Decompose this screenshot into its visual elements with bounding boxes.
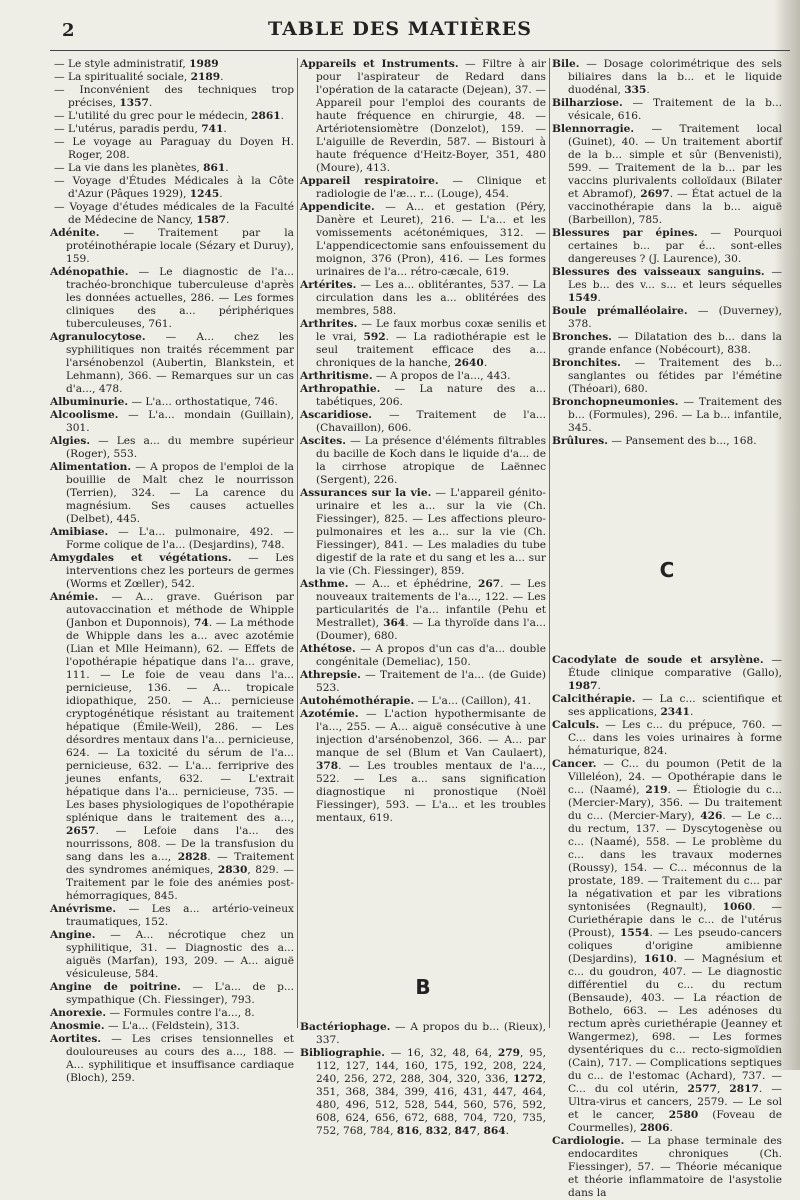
index-entry: Adénopathie. — Le diagnostic de l'a... trachéo-bronchique tuberculeuse d'après les données actuelles, 286. — Les formes cliniques des a... périphériques tuberculeuses, 761. bbox=[50, 266, 294, 330]
index-entry: Blessures des vaisseaux sanguins. — Les b... des v... s... et leurs séquelles 1549. bbox=[552, 266, 782, 304]
index-entry: Alcoolisme. — L'a... mondain (Guillain), 301. bbox=[50, 409, 294, 434]
index-entry: Amibiase. — L'a... pulmonaire, 492. — Forme colique de l'a... (Desjardins), 748. bbox=[50, 526, 294, 551]
index-entry: Autohémothérapie. — L'a... (Caillon), 41. bbox=[300, 695, 531, 707]
index-entry: Calcithérapie. — La c... scientifique et ses applications, 2341. bbox=[552, 693, 782, 718]
index-entry: Cancer. — C... du poumon (Petit de la Villeléon), 24. — Opothérapie dans le c... (Naamé), 219. — Étiologie du c... (Mercier-Mary), 356. — Du traitement du c... (Mercier-Mary), 426. — Le c... du rectum, 137. — Dyscytogenèse ou c... (Naamé), 558. — Le problème du c... dans les travaux modernes (Roussy), 154. — C... méconnus de la prostate, 189. — Traitement du c... par la négativation et par les vibrations syntonisées (Regnault), 1060. — Curiethérapie dans le c... de l'utérus (Proust), 1554. — Les pseudo-cancers coliques d'origine amibienne (Desjardins), 1610. — Magnésium et c... du goudron, 407. — Le diagnostic différentiel du c... du rectum (Bensaude), 403. — La réaction de Bothelo, 663. — Les adénoses du rectum après curiethérapie (Jeanney et Wangermez), 698. — Les formes dysentériques du c... recto-sigmoïdien (Cain), 717. — Complications septiques du c... de l'estomac (Achard), 737. — C... du col utérin, 2577, 2817. — Ultra-virus et cancers, 2579. — Le sol et le cancer, 2580 (Foveau de Courmelles), 2806. bbox=[552, 758, 782, 1134]
index-entry: Appareils et Instruments. — Filtre à air pour l'aspirateur de Redard dans l'opération de la cataracte (Dejean), 37. — Appareil pour l'emploi des courants de haute fréquence en chirurgie, 48. — Artériotensiomètre (Donzelot), 159. — L'aiguille de Reverdin, 587. — Bistouri à haute fréquence d'Heitz-Boyer, 351, 480 (Moure), 413. bbox=[300, 58, 546, 174]
index-entry: Anévrisme. — Les a... artério-veineux traumatiques, 152. bbox=[50, 903, 294, 928]
index-entry: Angine. — A... nécrotique chez un syphilitique, 31. — Diagnostic des a... aiguës (Marfan), 193, 209. — A... aiguë vésiculeuse, 584. bbox=[50, 929, 294, 980]
index-entry: Arthropathie. — La nature des a... tabétiques, 206. bbox=[300, 383, 546, 408]
index-column-3 bbox=[552, 58, 782, 1200]
index-entry: Blessures par épines. — Pourquoi certaines b... par é... sont-elles dangereuses ? (J. Laurence), 30. bbox=[552, 227, 782, 265]
index-entry: — Voyage d'études médicales de la Faculté de Médecine de Nancy, 1587. bbox=[54, 201, 294, 226]
page-number: 2 bbox=[62, 20, 75, 41]
index-entry: Bronchites. — Traitement des b... sanglantes ou fétides par l'émétine (Théoari), 680. bbox=[552, 357, 782, 395]
index-entry: Brûlures. — Pansement des b..., 168. bbox=[552, 435, 757, 447]
index-entry: Calculs. — Les c... du prépuce, 760. — C... dans les voies urinaires à forme hématurique, 824. bbox=[552, 719, 782, 757]
index-entry: Albuminurie. — L'a... orthostatique, 746. bbox=[50, 396, 278, 408]
index-entry: — Inconvénient des techniques trop précises, 1357. bbox=[54, 84, 294, 109]
index-entry: — L'utilité du grec pour le médecin, 2861. bbox=[54, 110, 284, 122]
index-entry: Blennorragie. — Traitement local (Guinet), 40. — Un traitement abortif de la b... simple et sûr (Benvenisti), 599. — Traitement de la b... par les vaccins plurivalents colloïdaux (Bilater et Abramof), 2697. — État actuel de la vaccinothérapie dans la b... aiguë (Barbeillon), 785. bbox=[552, 123, 782, 226]
index-entry: Algies. — Les a... du membre supérieur (Roger), 553. bbox=[50, 435, 294, 460]
index-entry: Appareil respiratoire. — Clinique et radiologie de l'æ... r... (Louge), 454. bbox=[300, 175, 546, 200]
index-entry: Aortites. — Les crises tensionnelles et douloureuses au cours des a..., 188. — A... syphilitique et insuffisance cardiaque (Bloch), 259. bbox=[50, 1033, 294, 1084]
index-entry: Alimentation. — A propos de l'emploi de la bouillie de Malt chez le nourrisson (Terrien), 324. — La carence du magnésium. Ses causes actuelles (Delbet), 445. bbox=[50, 461, 294, 525]
index-entry: Athétose. — A propos d'un cas d'a... double congénitale (Demeliac), 150. bbox=[300, 643, 546, 668]
section-letter-b: B bbox=[415, 975, 431, 999]
column-divider bbox=[297, 58, 298, 1028]
index-entry: Ascaridiose. — Traitement de l'a... (Chavaillon), 606. bbox=[300, 409, 546, 434]
index-entry: Cardiologie. — La phase terminale des endocardites chroniques (Ch. Fiessinger), 57. — Théorie mécanique et théorie inflammatoire de l'asystolie dans la bbox=[552, 1135, 782, 1199]
index-column-2 bbox=[300, 58, 546, 1138]
index-entry: — La spiritualité sociale, 2189. bbox=[54, 71, 224, 83]
index-entry: — Le style administratif, 1989 bbox=[54, 58, 219, 70]
index-entry: — La vie dans les planètes, 861. bbox=[54, 162, 229, 174]
section-letter-c: C bbox=[659, 558, 675, 582]
index-entry: — L'utérus, paradis perdu, 741. bbox=[54, 123, 227, 135]
index-entry: Ascites. — La présence d'éléments filtrables du bacille de Koch dans le liquide d'a... de la cirrhose atropique de Laënnec (Sergent), 226. bbox=[300, 435, 546, 486]
index-entry: Arthritisme. — A propos de l'a..., 443. bbox=[300, 370, 511, 382]
index-entry: Athrepsie. — Traitement de l'a... (de Guide) 523. bbox=[300, 669, 546, 694]
index-entry: Angine de poitrine. — L'a... de p... sympathique (Ch. Fiessinger), 793. bbox=[50, 981, 294, 1006]
index-entry: — Le voyage au Paraguay du Doyen H. Roger, 208. bbox=[54, 136, 294, 161]
index-entry: Bactériophage. — A propos du b... (Rieux), 337. bbox=[300, 1021, 546, 1046]
index-entry: Boule prémalléolaire. — (Duverney), 378. bbox=[552, 305, 782, 330]
header-rule bbox=[50, 50, 790, 51]
index-entry: Artérites. — Les a... oblitérantes, 537. — La circulation dans les a... oblitérées des membres, 588. bbox=[300, 279, 546, 317]
index-entry: Bronches. — Dilatation des b... dans la grande enfance (Nobécourt), 838. bbox=[552, 331, 782, 356]
section-spacer bbox=[300, 999, 546, 1021]
index-entry: Anorexie. — Formules contre l'a..., 8. bbox=[50, 1007, 255, 1019]
index-entry: Assurances sur la vie. — L'appareil génito-urinaire et les a... sur la vie (Ch. Fiessinger), 825. — Les affections pleuro-pulmonaires et les a... sur la vie (Ch. Fiessinger), 841. — Les maladies du tube digestif de la rate et du sang et les a... sur la vie (Ch. Fiessinger), 859. bbox=[300, 487, 546, 577]
index-entry: Anémie. — A... grave. Guérison par autovaccination et méthode de Whipple (Janbon et Duponnois), 74. — La méthode de Whipple dans les a... avec azotémie (Lian et Mlle Heimann), 62. — Effets de l'opothérapie hépatique dans l'a... grave, 111. — Le foie de veau dans l'a... pernicieuse, 136. — A... tropicale idiopathique, 250. — A... pernicieuse cryptogénétique résistant au traitement hépatique (Émile-Weil), 286. — Les désordres mentaux dans l'a... pernicieuse, 624. — La toxicité du sérum de l'a... pernicieuse, 632. — L'a... ferriprive des jeunes enfants, 632. — L'extrait hépatique dans l'a... pernicieuse, 735. — Les bases physiologiques de l'opothérapie splénique dans le traitement des a..., 2657. — Lefoie dans l'a... des nourrissons, 808. — De la transfusion du sang dans les a..., 2828. — Traitement des syndromes anémiques, 2830, 829. — Traitement par le foie des anémies post-hémorragiques, 845. bbox=[50, 591, 294, 902]
index-entry: Arthrites. — Le faux morbus coxæ senilis et le vrai, 592. — La radiothérapie est le seul traitement efficace des a... chroniques de la hanche, 2640. bbox=[300, 318, 546, 369]
section-spacer bbox=[552, 448, 782, 558]
index-entry: Asthme. — A... et éphédrine, 267. — Les nouveaux traitements de l'a..., 122. — Les particularités de l'a... infantile (Pehu et Mestrallet), 364. — La thyroïde dans l'a... (Doumer), 680. bbox=[300, 578, 547, 642]
index-entry: Appendicite. — A... et gestation (Péry, Danère et Leuret), 216. — L'a... et les vomissements acétonémiques, 312. — L'appendicectomie sans enfouissement du moignon, 376 (Pron), 416. — Les formes urinaires de l'a... rétro-cæcale, 619. bbox=[300, 201, 546, 278]
page-header bbox=[0, 14, 800, 44]
index-entry: Agranulocytose. — A... chez les syphilitiques non traités récemment par l'arsénobenzol (Aubertin, Blankstein, et Lehmann), 366. — Remarques sur un cas d'a..., 478. bbox=[50, 331, 294, 395]
index-entry: Amygdales et végétations. — Les interventions chez les porteurs de germes (Worms et Zœller), 542. bbox=[50, 552, 294, 590]
section-spacer bbox=[300, 825, 546, 975]
section-spacer bbox=[552, 582, 782, 654]
page-title: TABLE DES MATIÈRES bbox=[268, 18, 532, 40]
index-entry: Bibliographie. — 16, 32, 48, 64, 279, 95, 112, 127, 144, 160, 175, 192, 208, 224, 240, 256, 272, 288, 304, 320, 336, 1272, 351, 368, 384, 399, 416, 431, 447, 464, 480, 496, 512, 528, 544, 560, 576, 592, 608, 624, 656, 672, 688, 704, 720, 735, 752, 768, 784, 816, 832, 847, 864. bbox=[300, 1047, 546, 1137]
index-entry: Adénite. — Traitement par la protéinothérapie locale (Sézary et Duruy), 159. bbox=[50, 227, 294, 265]
index-entry: Azotémie. — L'action hypothermisante de l'a..., 255. — A... aiguë consécutive à une injection d'arsénobenzol, 366. — A... par manque de sel (Blum et Van Caulaert), 378. — Les troubles mentaux de l'a..., 522. — Les a... sans signification diagnostique ni pronostique (Noël Fiessinger), 593. — L'a... et les troubles mentaux, 619. bbox=[300, 708, 546, 824]
column-divider bbox=[549, 58, 550, 1028]
index-entry: Bilharziose. — Traitement de la b... vésicale, 616. bbox=[552, 97, 782, 122]
index-entry: Cacodylate de soude et arsylène. — Étude clinique comparative (Gallo), 1987. bbox=[552, 654, 782, 692]
index-column-1 bbox=[50, 58, 294, 1085]
index-entry: Bronchopneumonies. — Traitement des b... (Formules), 296. — La b... infantile, 345. bbox=[552, 396, 782, 434]
index-entry: Bile. — Dosage colorimétrique des sels biliaires dans la b... et le liquide duodénal, 335. bbox=[552, 58, 782, 96]
index-entry: Anosmie. — L'a... (Feldstein), 313. bbox=[50, 1020, 240, 1032]
index-entry: — Voyage d'Études Médicales à la Côte d'Azur (Pâques 1929), 1245. bbox=[54, 175, 294, 200]
